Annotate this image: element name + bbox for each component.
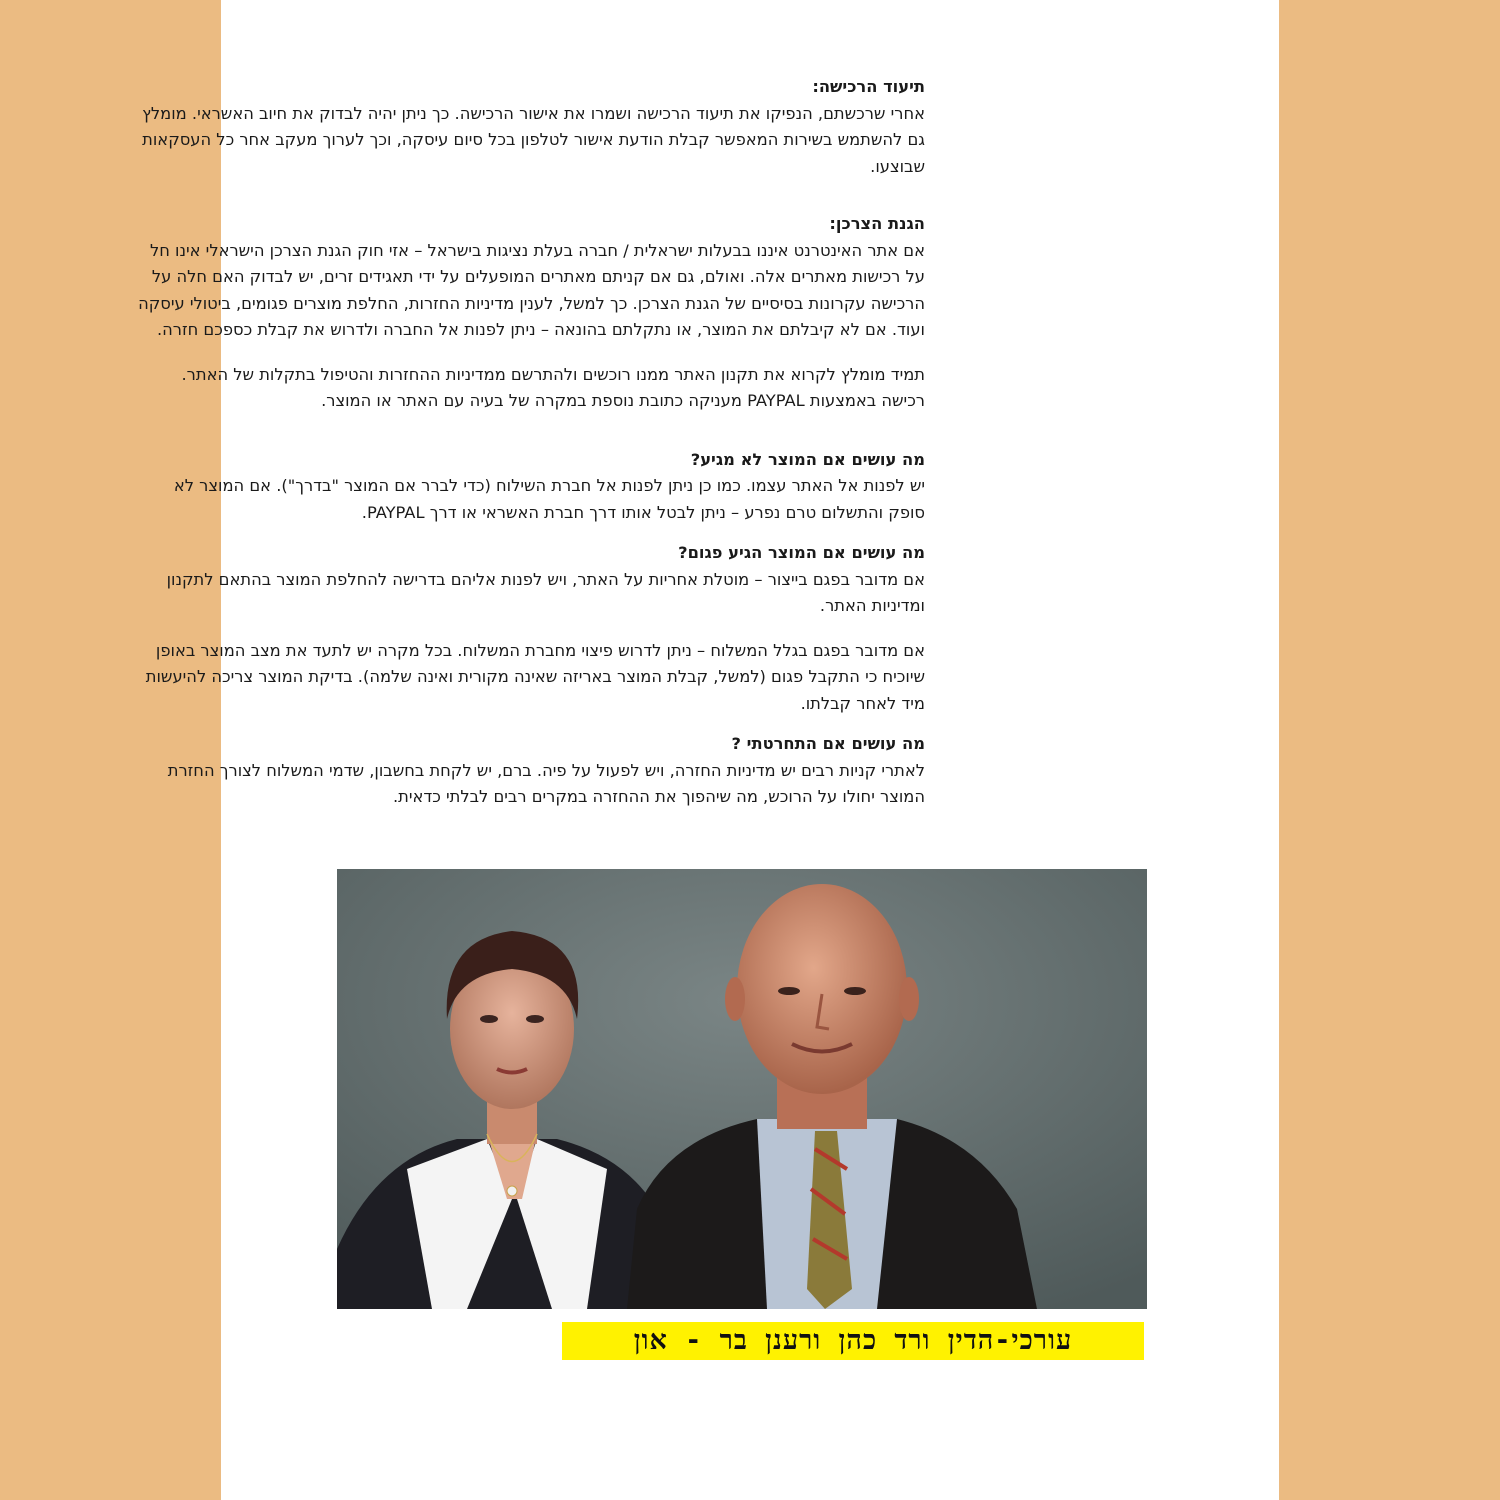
section-text: אם מדובר בפגם בגלל המשלוח – ניתן לדרוש פיצוי מחברת המשלוח. בכל מקרה יש לתעד את מצב המוצר באופן שיוכיח כי התקבל פגום (למשל, קבלת המוצר באריזה שאינה מקורית ואינה שלמה). בדיקת המוצר צריכה להיעשות מיד לאחר קבלתו. bbox=[145, 640, 925, 713]
section-heading: הגנת הצרכן: bbox=[829, 214, 925, 233]
section-text: יש לפנות אל האתר עצמו. כמו כן ניתן לפנות אל חברת השילוח (כדי לברר אם המוצר "בדרך"). אם המוצר לא סופק והתשלום טרם נפרע – ניתן לבטל אותו דרך חברת האשראי או דרך PAYPAL. bbox=[173, 476, 925, 522]
section-heading: תיעוד הרכישה: bbox=[812, 77, 925, 96]
section-text: אחרי שרכשתם, הנפיקו את תיעוד הרכישה ושמרו את אישור הרכישה. כך ניתן יהיה לבדוק את חיוב האשראי. מומלץ גם להשתמש בשירות המאפשר קבלת הודעת אישור לטלפון בכל סיום עיסקה, וכך לערוך מעקב אחר כל העסקאות שבוצעו. bbox=[142, 103, 925, 176]
section-heading: מה עושים אם המוצר הגיע פגום? bbox=[678, 543, 925, 562]
section-purchase-documentation bbox=[135, 74, 925, 180]
section-heading: מה עושים אם התחרטתי ? bbox=[731, 734, 925, 753]
section-regret bbox=[135, 731, 925, 811]
article-body bbox=[135, 70, 925, 811]
section-text: אם מדובר בפגם בייצור – מוטלת אחריות על האתר, ויש לפנות אליהם בדרישה להחלפת המוצר בהתאם לתקנון ומדיניות האתר. bbox=[166, 569, 925, 615]
section-text: תמיד מומלץ לקרוא את תקנון האתר ממנו רוכשים ולהתרשם ממדיניות ההחזרות והטיפול בתקלות של האתר. רכישה באמצעות PAYPAL מעניקה כתובת נוספת במקרה של בעיה עם האתר או המוצר. bbox=[181, 364, 925, 410]
section-consumer-protection bbox=[135, 211, 925, 344]
section-text: לאתרי קניות רבים יש מדיניות החזרה, ויש לפעול על פיה. ברם, יש לקחת בחשבון, שדמי המשלוח לצורך החזרת המוצר יחולו על הרוכש, מה שיהפוך את ההחזרה במקרים רבים לבלתי כדאית. bbox=[167, 760, 925, 806]
section-site-terms bbox=[135, 362, 925, 415]
section-text: אם אתר האינטרנט איננו בבעלות ישראלית / חברה בעלת נציגות בישראל – אזי חוק הגנת הצרכן הישראלי אינו חל על רכישות מאתרים אלה. ואולם, גם אם קניתם מאתרים המופעלים על ידי תאגידים זרים, יש לבדוק האם חלה על הרכישה עקרונות בסיסיים של הגנת הצרכן. כך למשל, לענין מדיניות החזרות, החלפת מוצרים פגומים, ביטולי עיסקה ועוד. אם לא קיבלתם את המוצר, או נתקלתם בהונאה – ניתן לפנות אל החברה ולדרוש את קבלת כספכם חזרה. bbox=[138, 240, 925, 339]
lawyers-portrait-photo bbox=[337, 869, 1147, 1309]
section-product-damaged bbox=[135, 540, 925, 620]
photo-caption: עורכי-הדין ורד כהן ורענן בר - און bbox=[562, 1322, 1144, 1360]
section-product-not-arriving bbox=[135, 447, 925, 527]
section-heading: מה עושים אם המוצר לא מגיע? bbox=[690, 449, 925, 469]
section-shipping-damage bbox=[135, 638, 925, 718]
